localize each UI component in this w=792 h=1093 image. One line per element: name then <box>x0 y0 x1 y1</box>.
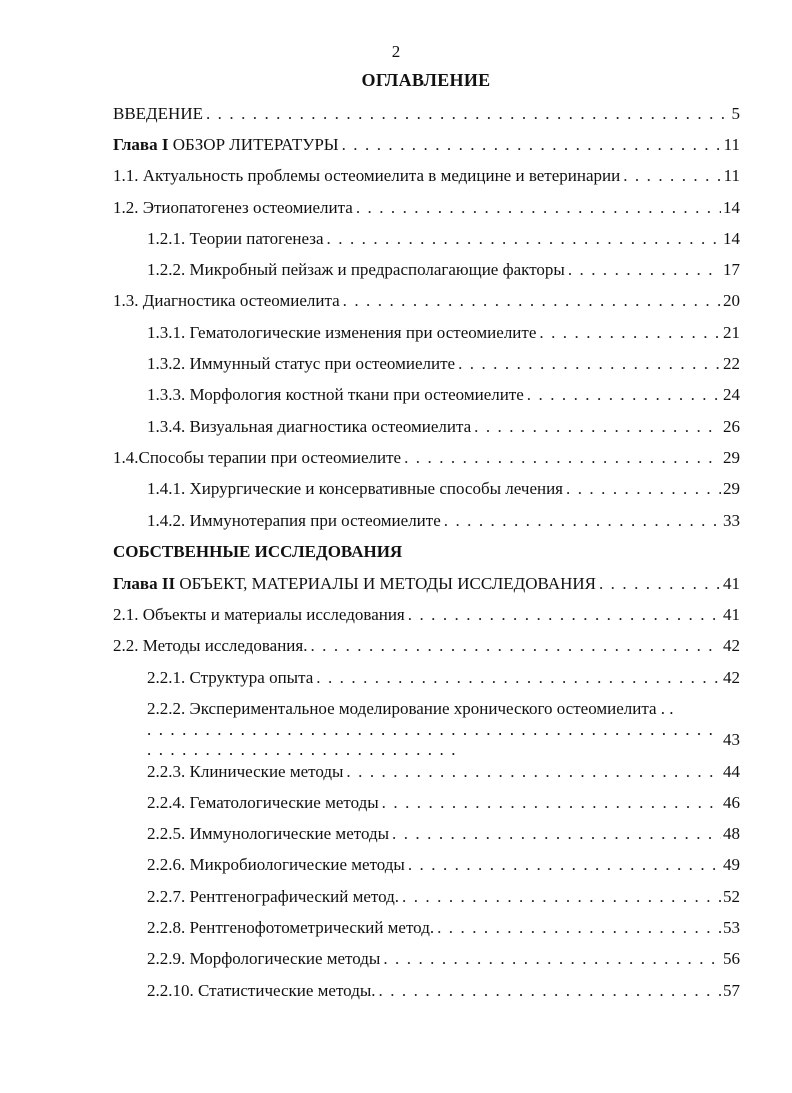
toc-leader-dots <box>327 229 721 249</box>
toc-entry-label: 2.2.2. Экспериментальное моделирование хронического остеомиелита . . <box>147 698 674 718</box>
toc-entry[interactable] <box>113 411 740 442</box>
toc-entry[interactable] <box>113 944 740 975</box>
toc-entry-label: 1.2.2. Микробный пейзаж и предрасполагающие факторы <box>147 260 565 280</box>
toc-group-literature <box>113 98 740 536</box>
page-number: 2 <box>391 42 401 61</box>
toc-entry-page: 41 <box>723 573 740 593</box>
toc-entry-page: 44 <box>723 761 740 781</box>
toc-entry-label: 2.2. Методы исследования. <box>113 636 308 656</box>
toc-entry-label: 1.4.1. Хирургические и консервативные способы лечения <box>147 479 564 499</box>
toc-entry-label: 1.3. Диагностика остеомиелита <box>113 291 340 311</box>
toc-entry[interactable] <box>113 254 740 285</box>
toc-entry-label: 2.2.8. Рентгенофотометрический метод. <box>147 918 435 938</box>
toc-entry-page: 11 <box>723 134 740 154</box>
toc-entry[interactable] <box>113 975 740 1006</box>
toc-leader-dots <box>206 104 730 124</box>
toc-title: ОГЛАВЛЕНИЕ <box>361 70 491 90</box>
toc-leader-dots <box>404 448 721 468</box>
toc-entry[interactable] <box>113 192 740 223</box>
toc-leader-dots <box>147 720 719 760</box>
toc-entry-page: 22 <box>723 354 740 374</box>
toc-entry-page: 52 <box>723 886 740 906</box>
toc-entry[interactable] <box>113 662 740 693</box>
toc-entry[interactable] <box>113 442 740 473</box>
toc-leader-dots <box>382 793 721 813</box>
toc-entry[interactable] <box>113 161 740 192</box>
toc-entry-label: ВВЕДЕНИЕ <box>113 103 203 123</box>
toc-entry[interactable] <box>113 850 740 881</box>
toc-leader-dots <box>474 417 721 437</box>
toc-entry-label: 1.4.Способы терапии при остеомиелите <box>113 447 402 467</box>
toc-entry-page: 29 <box>723 479 740 499</box>
toc-entry-prefix: Глава I <box>113 134 169 154</box>
toc-leader-dots <box>316 668 721 688</box>
toc-entry-label: 1.2.1. Теории патогенеза <box>147 228 324 248</box>
toc-leader-dots <box>458 354 721 374</box>
toc-entry[interactable] <box>113 631 740 662</box>
toc-leader-dots <box>342 135 722 155</box>
toc-entry-page: 11 <box>723 166 740 186</box>
toc-entry[interactable] <box>113 756 740 787</box>
toc-entry-label: ОБЪЕКТ, МАТЕРИАЛЫ И МЕТОДЫ ИССЛЕДОВАНИЯ <box>179 573 596 593</box>
toc-entry-label: ОБЗОР ЛИТЕРАТУРЫ <box>172 134 339 154</box>
toc-entry-label: 1.2. Этиопатогенез остеомиелита <box>113 197 353 217</box>
toc-group-methods-cont <box>113 756 740 1006</box>
toc-entry-label: 2.2.3. Клинические методы <box>147 761 344 781</box>
toc-group-methods <box>113 568 740 693</box>
toc-entry-page: 56 <box>723 949 740 969</box>
toc-entry[interactable] <box>113 129 740 160</box>
toc-entry-prefix: Глава II <box>113 573 176 593</box>
toc-leader-dots <box>539 323 721 343</box>
toc-leader-dots <box>343 291 721 311</box>
toc-leader-dots <box>437 918 721 938</box>
toc-entry-page: 20 <box>723 291 740 311</box>
toc-leader-dots <box>408 605 721 625</box>
toc-entry-label: 1.3.3. Морфология костной ткани при остеомиелите <box>147 385 524 405</box>
toc-entry-page: 26 <box>723 416 740 436</box>
toc-entry[interactable] <box>113 819 740 850</box>
toc-entry[interactable] <box>113 474 740 505</box>
table-of-contents <box>113 98 740 1006</box>
toc-entry-page: 49 <box>723 855 740 875</box>
toc-entry-label: 2.2.7. Рентгенографический метод. <box>147 886 400 906</box>
toc-entry-page: 29 <box>723 447 740 467</box>
toc-leader-dots <box>527 385 721 405</box>
toc-entry-page: 53 <box>723 918 740 938</box>
toc-leader-dots <box>408 855 721 875</box>
toc-entry-label: 2.2.1. Структура опыта <box>147 667 314 687</box>
toc-leader-dots <box>444 511 721 531</box>
toc-entry-label: 1.1. Актуальность проблемы остеомиелита в медицине и ветеринарии <box>113 166 621 186</box>
toc-entry-page: 57 <box>723 980 740 1000</box>
toc-leader-dots <box>623 166 721 186</box>
toc-leader-dots <box>568 260 721 280</box>
toc-entry-page: 48 <box>723 824 740 844</box>
toc-entry-label: 2.2.9. Морфологические методы <box>147 949 381 969</box>
toc-entry-page: 21 <box>723 322 740 342</box>
toc-entry[interactable] <box>113 380 740 411</box>
toc-entry[interactable] <box>113 317 740 348</box>
toc-entry[interactable] <box>113 505 740 536</box>
toc-entry[interactable] <box>113 348 740 379</box>
toc-entry-page: 42 <box>723 636 740 656</box>
toc-entry-wrapped-continuation <box>113 725 740 756</box>
toc-entry-page: 24 <box>723 385 740 405</box>
toc-entry-page: 41 <box>723 605 740 625</box>
toc-entry-label: 2.2.10. Статистические методы. <box>147 980 376 1000</box>
toc-entry[interactable] <box>113 568 740 599</box>
section-title: СОБСТВЕННЫЕ ИССЛЕДОВАНИЯ <box>113 542 403 562</box>
toc-entry-label: 1.4.2. Иммунотерапия при остеомиелите <box>147 510 441 530</box>
toc-entry-page: 14 <box>723 228 740 248</box>
toc-leader-dots <box>402 887 721 907</box>
toc-entry-page: 42 <box>723 667 740 687</box>
toc-leader-dots <box>383 949 721 969</box>
toc-entry-label: 2.2.6. Микробиологические методы <box>147 855 405 875</box>
toc-leader-dots <box>599 574 721 594</box>
toc-leader-dots <box>392 824 721 844</box>
toc-entry[interactable] <box>113 286 740 317</box>
toc-leader-dots <box>356 198 721 218</box>
toc-entry-page: 17 <box>723 260 740 280</box>
toc-entry[interactable] <box>113 912 740 943</box>
toc-entry[interactable] <box>113 881 740 912</box>
toc-entry-label: 1.3.2. Иммунный статус при остеомиелите <box>147 354 456 374</box>
toc-entry-label: 2.2.5. Иммунологические методы <box>147 824 390 844</box>
toc-entry-label: 1.3.4. Визуальная диагностика остеомиелита <box>147 416 472 436</box>
toc-entry-label: 2.1. Объекты и материалы исследования <box>113 605 405 625</box>
toc-entry-page: 14 <box>723 197 740 217</box>
toc-entry[interactable] <box>113 599 740 630</box>
toc-entry-page: 33 <box>723 510 740 530</box>
toc-leader-dots <box>566 479 721 499</box>
toc-entry[interactable] <box>113 98 740 129</box>
toc-entry-page: 46 <box>723 792 740 812</box>
toc-leader-dots <box>310 636 721 656</box>
toc-leader-dots <box>346 762 721 782</box>
toc-entry-label: 2.2.4. Гематологические методы <box>147 792 379 812</box>
toc-entry-page: 5 <box>731 103 740 123</box>
toc-entry[interactable] <box>113 787 740 818</box>
toc-leader-dots <box>379 981 721 1001</box>
toc-entry-label: 1.3.1. Гематологические изменения при остеомиелите <box>147 322 537 342</box>
toc-entry[interactable] <box>113 223 740 254</box>
toc-entry-page: 43 <box>723 730 740 750</box>
